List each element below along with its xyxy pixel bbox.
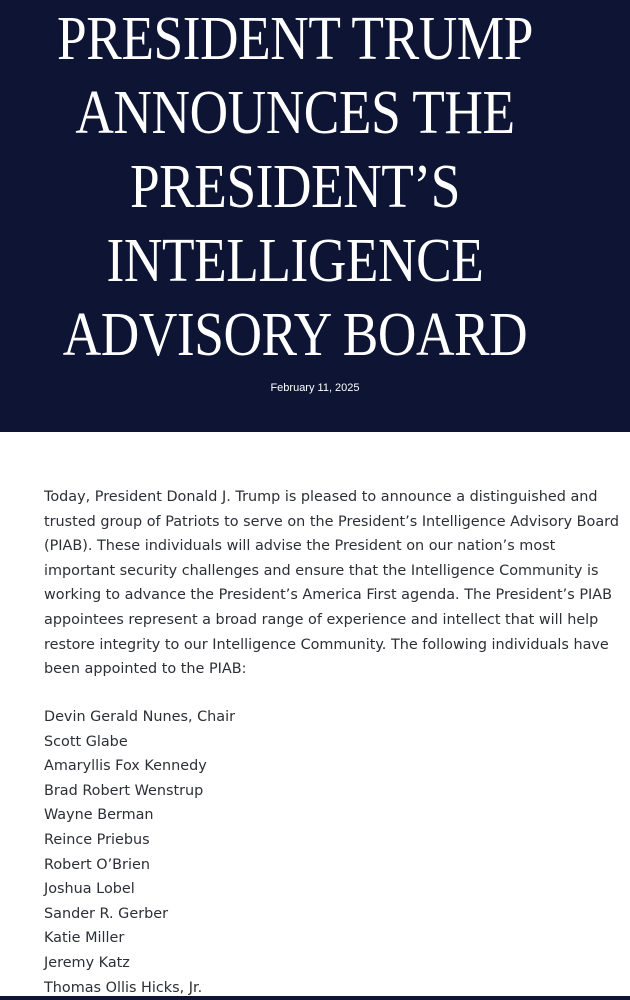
appointee-list [44, 705, 235, 1000]
list-item: Joshua Lobel [44, 881, 135, 898]
publish-date: February 11, 2025 [270, 382, 360, 394]
list-item: Sander R. Gerber [44, 905, 169, 922]
page-hero [0, 0, 630, 432]
list-item: Scott Glabe [44, 733, 128, 750]
intro-paragraph: Today, President Donald J. Trump is pleased to announce a distinguished and trusted group of Patriots to serve on the President’s Intelligence Advisory Board (PIAB). These individuals will advise the President on our nation’s most important security challenges and ensure that the Intelligence Community is working to advance the President’s America First agenda. The President’s PIAB appointees represent a broad range of experience and intellect that will help restore integrity to our Intelligence Community. The following individuals have been appointed to the PIAB: [44, 489, 619, 678]
bottom-divider [0, 996, 630, 1000]
list-item: Devin Gerald Nunes, Chair [44, 709, 235, 725]
page-title: PRESIDENT TRUMP ANNOUNCES THE PRESIDENT’S INTELLIGENCE ADVISORY BOARD [56, 5, 533, 369]
list-item: Katie Miller [44, 930, 125, 947]
list-item: Reince Priebus [44, 831, 150, 848]
list-item: Robert O’Brien [44, 856, 150, 873]
article-body [44, 485, 624, 996]
list-item: Jeremy Katz [44, 954, 130, 971]
list-item: Brad Robert Wenstrup [44, 782, 204, 799]
list-item: Thomas Ollis Hicks, Jr. [44, 979, 203, 996]
list-item: Wayne Berman [44, 807, 154, 824]
list-item: Amaryllis Fox Kennedy [44, 758, 207, 775]
